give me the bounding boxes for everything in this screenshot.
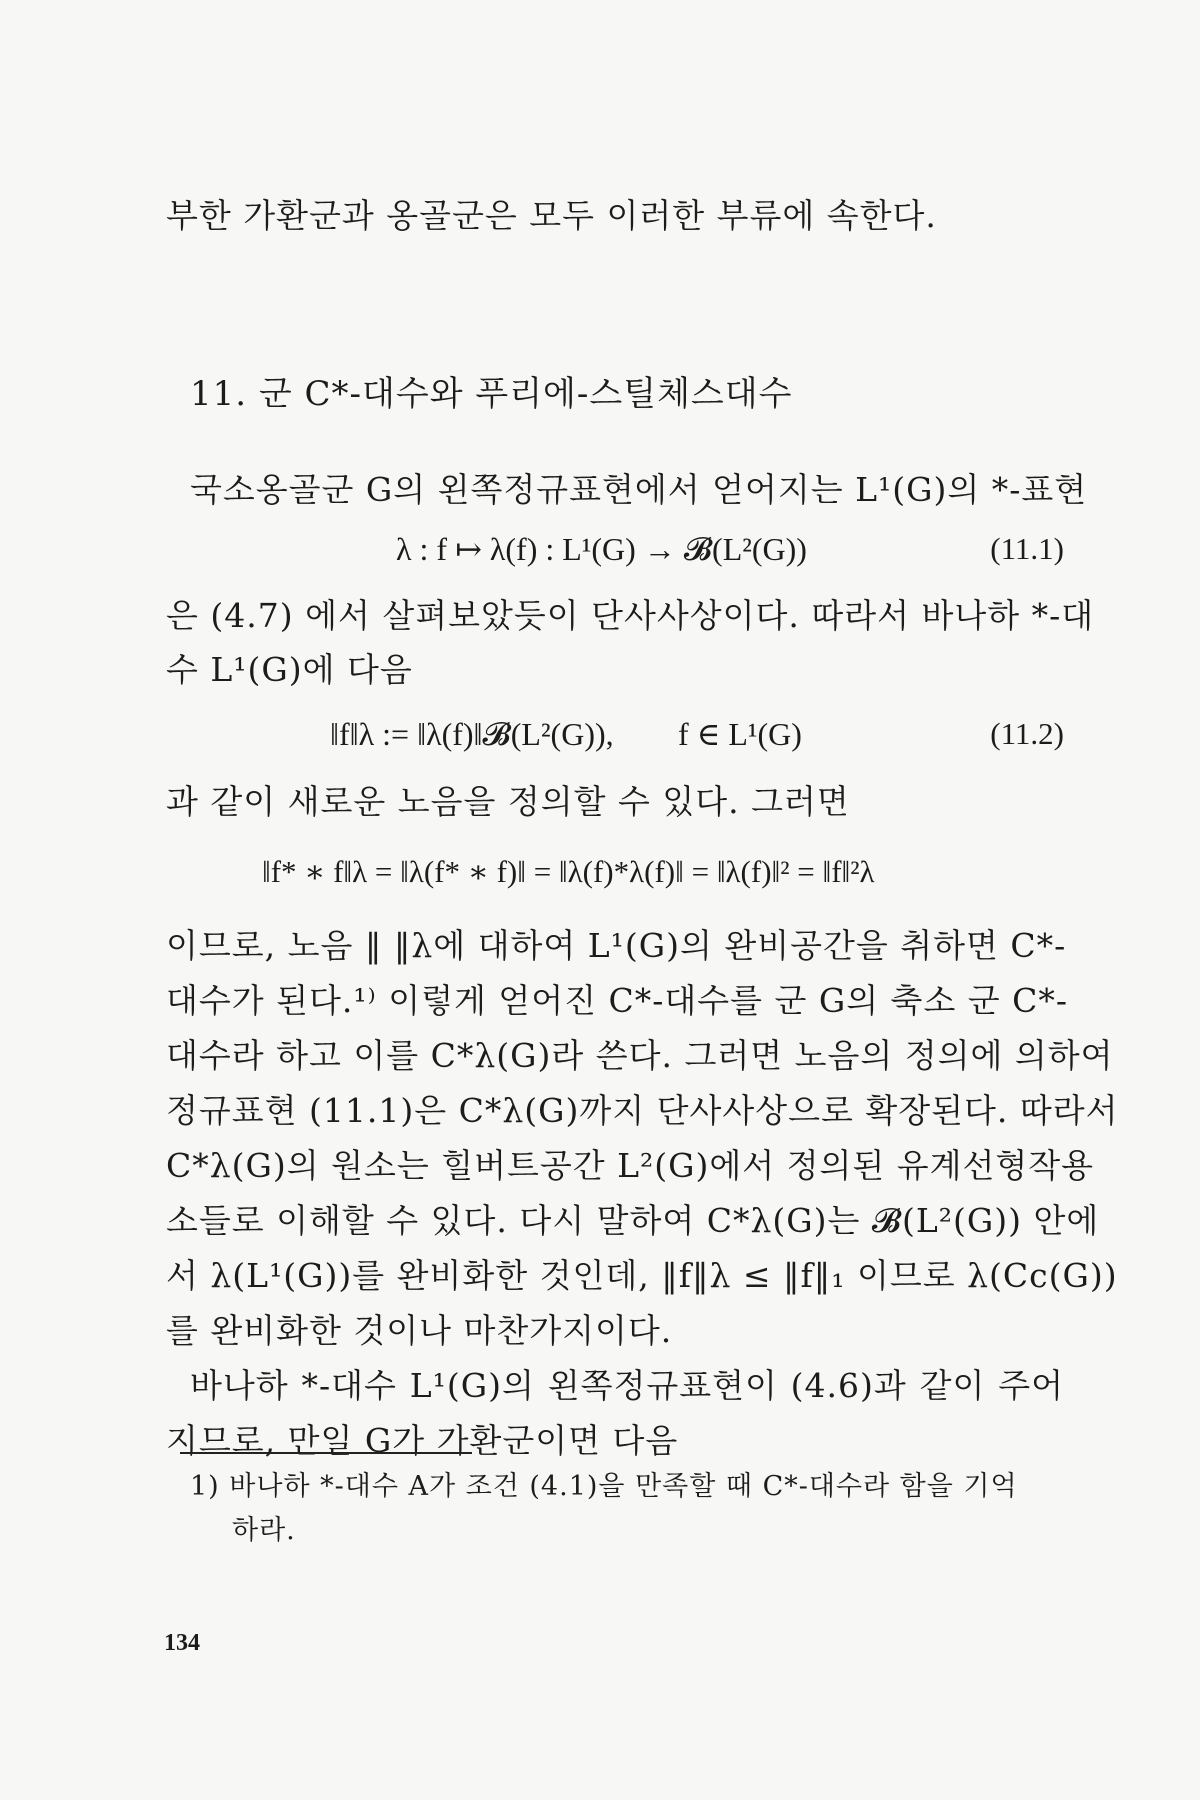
- paragraph-1-line-1: 국소옹골군 G의 왼쪽정규표현에서 얻어지는 L¹(G)의 *-표현: [190, 470, 1088, 509]
- equation-11-2-right: f ∈ L¹(G): [678, 716, 802, 752]
- section-heading: 11. 군 C*-대수와 푸리에-스틸체스대수: [190, 374, 793, 414]
- paragraph-4-line-5: C*λ(G)의 원소는 힐버트공간 L²(G)에서 정의된 유계선형작용: [166, 1146, 1095, 1185]
- paragraph-4-line-3: 대수라 하고 이를 C*λ(G)라 쓴다. 그러면 노음의 정의에 의하여: [166, 1036, 1114, 1075]
- paragraph-4-line-4: 정규표현 (11.1)은 C*λ(G)까지 단사사상으로 확장된다. 따라서: [166, 1091, 1119, 1130]
- equation-norm-identity: ‖f* ∗ f‖λ = ‖λ(f* ∗ f)‖ = ‖λ(f)*λ(f)‖ = ‖λ(f)‖² = ‖f‖²λ: [262, 854, 875, 889]
- intro-line: 부한 가환군과 옹골군은 모두 이러한 부류에 속한다.: [166, 196, 937, 235]
- footnote-line-2: 하라.: [232, 1515, 296, 1546]
- equation-11-2-left: ‖f‖λ := ‖λ(f)‖𝓑(L²(G)),: [330, 716, 614, 752]
- paragraph-5-line-2: 지므로, 만일 G가 가환군이면 다음: [166, 1421, 679, 1460]
- paragraph-4-line-7: 서 λ(L¹(G))를 완비화한 것인데, ‖f‖λ ≤ ‖f‖₁ 이므로 λ(Cc(G)): [166, 1256, 1118, 1295]
- paragraph-4-line-1: 이므로, 노음 ‖ ‖λ에 대하여 L¹(G)의 완비공간을 취하면 C*-: [166, 926, 1067, 965]
- paragraph-2-line-2: 수 L¹(G)에 다음: [166, 650, 413, 689]
- paragraph-5-line-1: 바나하 *-대수 L¹(G)의 왼쪽정규표현이 (4.6)과 같이 주어: [190, 1366, 1064, 1405]
- paragraph-4-line-8: 를 완비화한 것이나 마찬가지이다.: [166, 1311, 673, 1350]
- equation-11-1: λ : f ↦ λ(f) : L¹(G) → 𝓑(L²(G)): [396, 531, 807, 567]
- equation-11-2-number: (11.2): [990, 716, 1064, 751]
- paragraph-3-line-1: 과 같이 새로운 노음을 정의할 수 있다. 그러면: [166, 782, 850, 821]
- paragraph-4-line-6: 소들로 이해할 수 있다. 다시 말하여 C*λ(G)는 𝓑(L²(G)) 안에: [166, 1201, 1100, 1240]
- paragraph-2-line-1: 은 (4.7) 에서 살펴보았듯이 단사사상이다. 따라서 바나하 *-대: [166, 596, 1095, 635]
- paragraph-4-line-2: 대수가 된다.¹⁾ 이렇게 얻어진 C*-대수를 군 G의 축소 군 C*-: [166, 981, 1069, 1020]
- page-number: 134: [164, 1630, 200, 1656]
- footnote-divider: [180, 1452, 472, 1454]
- footnote-line-1: 1) 바나하 *-대수 A가 조건 (4.1)을 만족할 때 C*-대수라 함을 기억: [190, 1471, 1018, 1502]
- equation-11-1-number: (11.1): [990, 531, 1064, 566]
